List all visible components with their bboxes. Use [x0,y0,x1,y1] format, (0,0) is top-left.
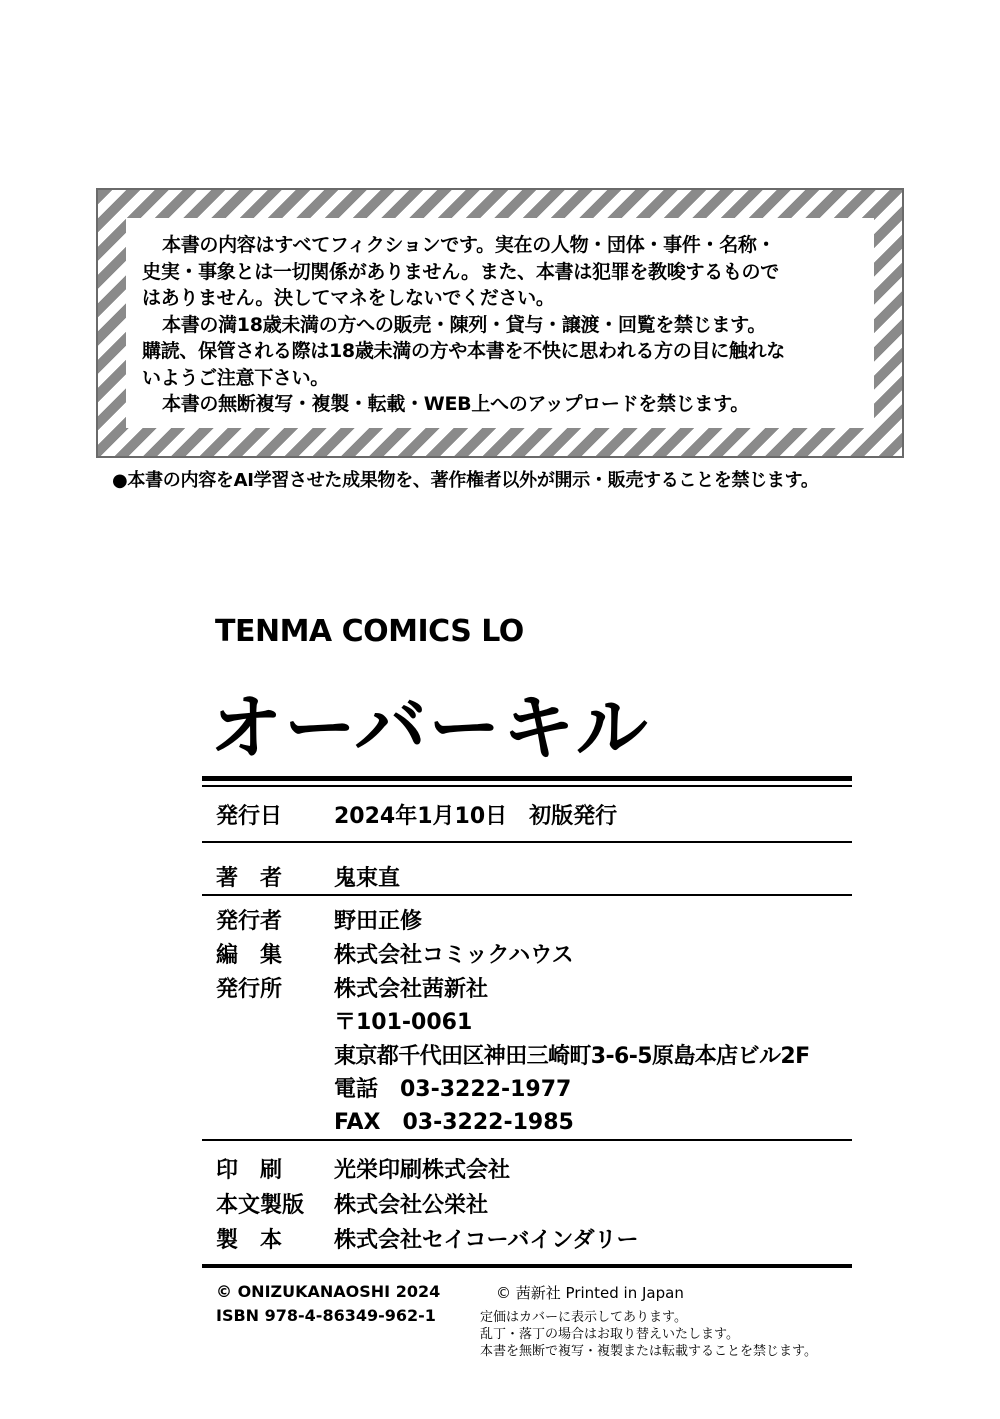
author-row [216,861,400,892]
fax-number: FAX 03-3222-1985 [334,1110,574,1135]
binding-row [216,1223,638,1254]
author-value: 鬼束直 [334,866,401,891]
editor-row [216,938,574,969]
typeset-row [216,1188,488,1219]
author-key: 著 者 [216,866,283,891]
editor-key: 編 集 [216,943,283,968]
warning-line: 本書の満18歳未満の方への販売・陳列・貸与・譲渡・回覧を禁じます。 [162,313,767,336]
phone-number: 電話 03-3222-1977 [334,1077,572,1102]
warning-box [126,218,874,428]
publish-date-value: 2024年1月10日 初版発行 [334,804,618,829]
publish-date-row [216,799,617,830]
warning-frame [96,188,904,458]
isbn-text: ISBN 978-4-86349-962-1 [216,1306,436,1325]
rule-divider [202,894,852,896]
warning-line: 史実・事象とは一切関係がありません。また、本書は犯罪を教唆するもので [142,260,779,283]
editor-value: 株式会社コミックハウス [334,943,574,968]
office-row [216,972,488,1003]
footer-note: 本書を無断で複写・複製または転載することを禁じます。 [480,1344,817,1359]
warning-line: 本書の内容はすべてフィクションです。実在の人物・団体・事件・名称・ [162,234,776,256]
warning-line: はありません。決してマネをしないでください。 [142,287,555,309]
binding-key: 製 本 [216,1228,283,1253]
printer-value: 光栄印刷株式会社 [334,1158,511,1183]
typeset-value: 株式会社公栄社 [334,1193,489,1218]
office-value: 株式会社茜新社 [334,977,489,1002]
ai-notice: ●本書の内容をAI学習させた成果物を、著作権者以外が開示・販売することを禁じます。 [112,470,819,491]
warning-line: いようご注意下さい。 [142,366,330,389]
book-title: オーバーキル [210,686,650,770]
warning-line: 購読、保管される際は18歳未満の方や本書を不快に思われる方の目に触れな [142,340,785,362]
warning-line: 本書の無断複写・複製・転載・WEB上へのアップロードを禁じます。 [162,393,749,415]
address: 東京都千代田区神田三崎町3-6-5原島本店ビル2F [334,1044,810,1069]
copyright-text: © ONIZUKANAOSHI 2024 [216,1282,441,1301]
footer-note: 乱丁・落丁の場合はお取り替えいたします。 [480,1327,739,1342]
postal-code: 〒101-0061 [334,1010,473,1035]
publisher-row [216,904,422,935]
rule-divider [202,841,852,843]
rule-divider [202,1139,852,1141]
binding-value: 株式会社セイコーバインダリー [334,1228,639,1253]
footer-rule [202,1264,852,1268]
office-key: 発行所 [216,977,283,1002]
imprint-label: TENMA COMICS LO [215,614,524,649]
title-rule-thick [202,776,852,781]
printer-row [216,1153,510,1184]
publisher-value: 野田正修 [334,909,423,934]
typeset-key: 本文製版 [216,1193,305,1218]
publish-date-key: 発行日 [216,804,283,829]
title-rule-thin [202,785,852,787]
printer-key: 印 刷 [216,1158,283,1183]
publisher-key: 発行者 [216,909,283,934]
publisher-copyright: © 茜新社 Printed in Japan [496,1284,684,1302]
footer-note: 定価はカバーに表示してあります。 [480,1310,687,1325]
